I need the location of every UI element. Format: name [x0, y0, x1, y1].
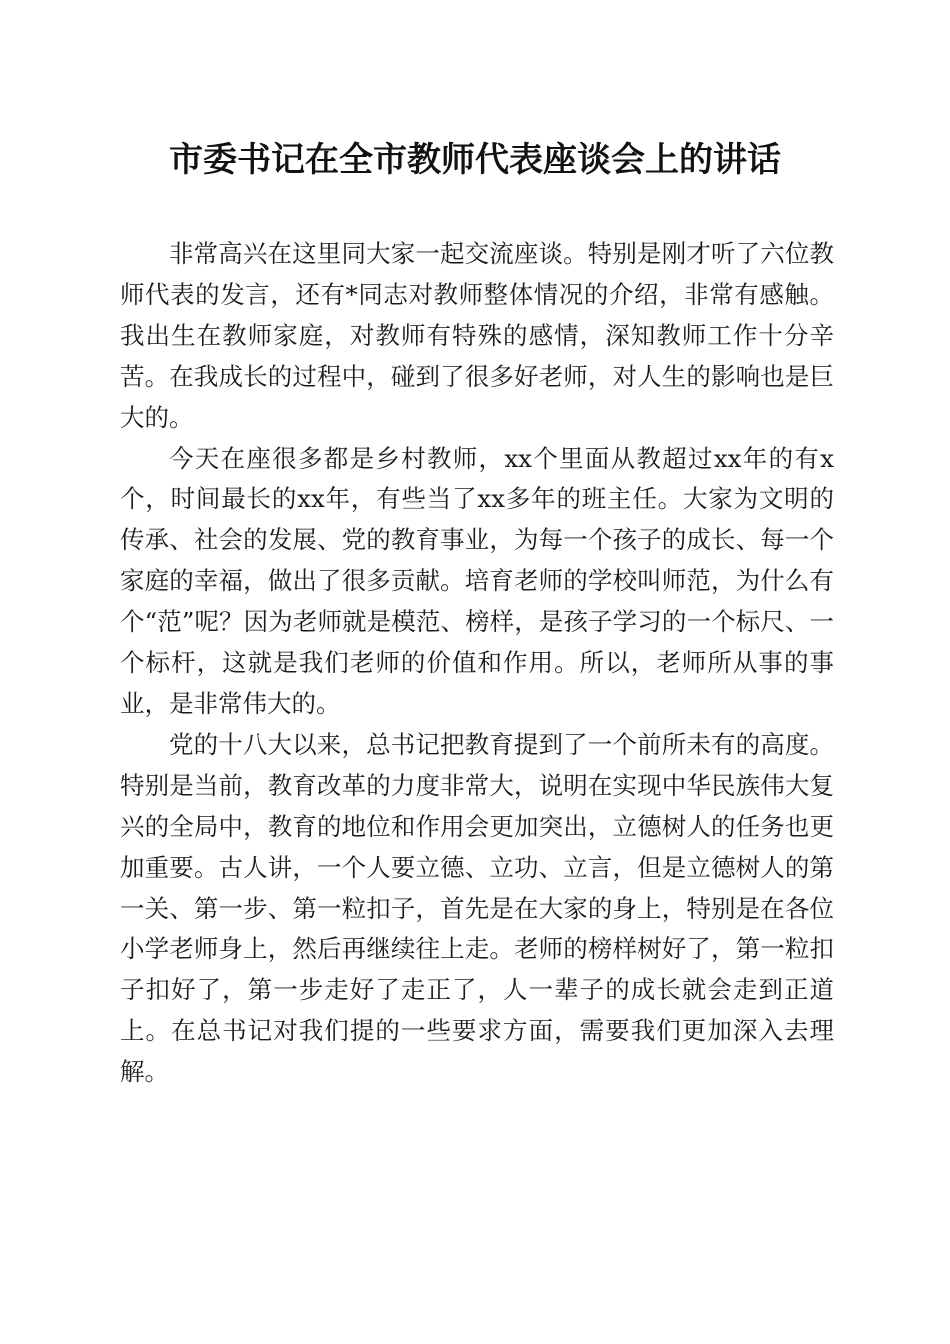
document-title: 市委书记在全市教师代表座谈会上的讲话	[169, 140, 781, 180]
document-body	[120, 234, 834, 1093]
paragraph-3: 党的十八大以来，总书记把教育提到了一个前所未有的高度。特别是当前，教育改革的力度非常大，说明在实现中华民族伟大复兴的全局中，教育的地位和作用会更加突出，立德树人的任务也更加重要。古人讲，一个人要立德、立功、立言，但是立德树人的第一关、第一步、第一粒扣子，首先是在大家的身上，特别是在各位小学老师身上，然后再继续往上走。老师的榜样树好了，第一粒扣子扣好了，第一步走好了走正了，人一辈子的成长就会走到正道上。在总书记对我们提的一些要求方面，需要我们更加深入去理解。	[120, 729, 834, 1087]
paragraph-1: 非常高兴在这里同大家一起交流座谈。特别是刚才听了六位教师代表的发言，还有*同志对教师整体情况的介绍，非常有感触。我出生在教师家庭，对教师有特殊的感情，深知教师工作十分辛苦。在我成长的过程中，碰到了很多好老师，对人生的影响也是巨大的。	[120, 239, 834, 432]
paragraph-2: 今天在座很多都是乡村教师，xx个里面从教超过xx年的有x个，时间最长的xx年，有些当了xx多年的班主任。大家为文明的传承、社会的发展、党的教育事业，为每一个孩子的成长、每一个家庭的幸福，做出了很多贡献。培育老师的学校叫师范，为什么有个“范”呢？因为老师就是模范、榜样，是孩子学习的一个标尺、一个标杆，这就是我们老师的价值和作用。所以，老师所从事的事业，是非常伟大的。	[120, 443, 834, 718]
